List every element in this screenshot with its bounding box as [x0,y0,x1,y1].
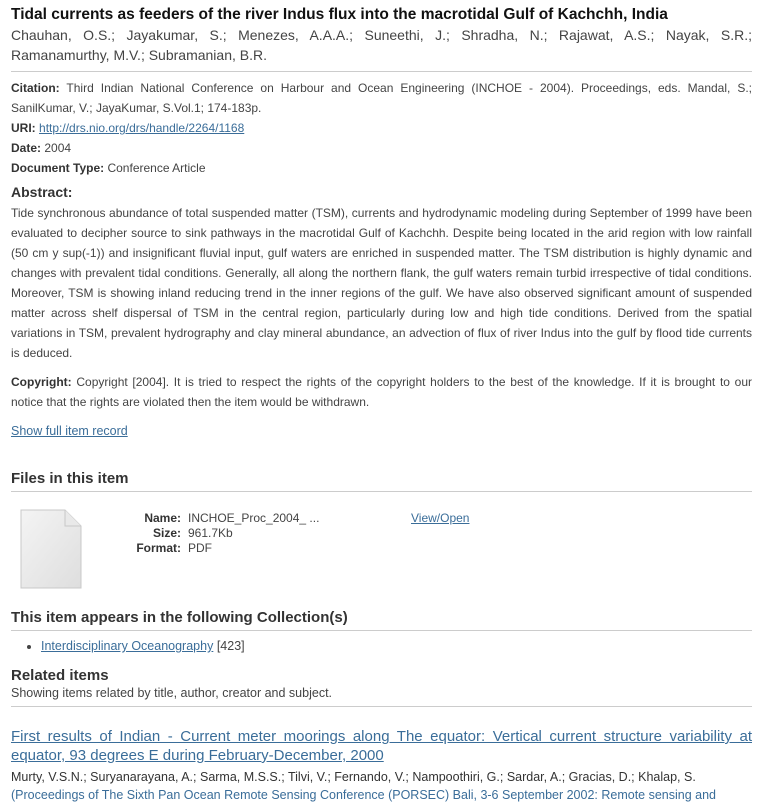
item-authors: Chauhan, O.S.; Jayakumar, S.; Menezes, A.A.A.; Suneethi, J.; Shradha, N.; Rajawat, A.S.; Nayak, S.R.; Ramanamurthy, M.V.; Subramanian, B.R. [11,27,752,63]
uri-link[interactable]: http://drs.nio.org/drs/handle/2264/1168 [39,121,245,135]
file-size-row [111,526,319,541]
copyright-field [11,372,752,412]
collection-count: [423] [216,639,245,653]
file-metadata [111,511,319,556]
citation-label: Citation: [11,81,60,95]
related-item-authors: Murty, V.S.N.; Suryanarayana, A.; Sarma, M.S.S.; Tilvi, V.; Fernando, V.; Nampoothiri, G.; Sardar, A.; Gracias, D.; Khalap, S. [11,770,696,784]
file-name-label: Name: [144,511,181,525]
citation-field [11,78,752,118]
doctype-label: Document Type: [11,161,105,175]
uri-field [11,118,752,138]
file-format-label: Format: [136,541,181,555]
collection-item [41,637,752,655]
file-list [11,498,752,608]
uri-label: URI: [11,121,36,135]
show-full-record-link[interactable]: Show full item record [11,424,128,438]
file-name-row [111,511,319,526]
citation-value: Third Indian National Conference on Harbour and Ocean Engineering (INCHOE - 2004). Proceedings, eds. Mandal, S.; SanilKumar, V.; JayaKumar, S.Vol.1; 174-183p. [11,81,753,115]
file-icon[interactable] [20,509,82,594]
item-view [11,5,752,804]
related-item-source: (Proceedings of The Sixth Pan Ocean Remote Sensing Conference (PORSEC) Bali, 3-6 September 2002: Remote sensing and [11,788,717,802]
date-label: Date: [11,141,42,155]
doctype-field [11,158,752,178]
file-format-value: PDF [188,541,212,555]
copyright-text: Copyright [2004]. It is tried to respect the rights of the copyright holders to the best of the knowledge. If it is brought to our notice that the rights are violated then the item would be withdrawn. [11,375,752,409]
date-value: 2004 [44,141,72,155]
abstract-text: Tide synchronous abundance of total suspended matter (TSM), currents and hydrodynamic modeling during September of 1999 have been evaluated to decipher source to sink pathways in the macrotidal Gulf of Kachchh. Despite being located in the arid region with low rainfall (50 cm y sup(-1)) and insignificant fluvial input, gulf waters are enriched in suspended matter. The TSM distribution is highly dynamic and changes with prevalent tidal conditions. Generally, all along the northern flank, the gulf waters remain turbid irrespective of tidal conditions. Moreover, TSM is showing inland reducing trend in the inner regions of the gulf. We have also observed significant amount of suspended matter across shelf dispersal of TSM in the central region, particularly during low and high tide conditions. Derived from the spatial variations in TSM, prevalent hydrography and clay mineral abundance, an advection of flux of river Indus into the gulf by flood tide currents is deduced. [11,206,752,360]
collections-heading: This item appears in the following Collection(s) [11,608,752,631]
file-size-value: 961.7Kb [188,526,233,540]
file-size-label: Size: [152,526,181,540]
view-open-link[interactable]: View/Open [411,511,470,525]
related-heading: Related items [11,667,109,684]
collection-link[interactable]: Interdisciplinary Oceanography [41,639,214,653]
page-title: Tidal currents as feeders of the river Indus flux into the macrotidal Gulf of Kachchh, India [11,6,668,23]
copyright-label: Copyright: [11,375,72,389]
divider [11,71,752,72]
file-format-row [111,541,319,556]
related-subheading: Showing items related by title, author, creator and subject. [11,685,752,707]
related-item-title-link[interactable]: First results of Indian - Current meter moorings along The equator: Vertical current structure variability at equator, 93 degrees E during February-December, 2000 [11,728,752,764]
doctype-value: Conference Article [107,161,206,175]
date-field [11,138,752,158]
files-heading: Files in this item [11,469,752,492]
file-name-value: INCHOE_Proc_2004_ ... [188,511,320,525]
collections-list [11,637,752,655]
abstract-heading: Abstract: [11,184,73,200]
